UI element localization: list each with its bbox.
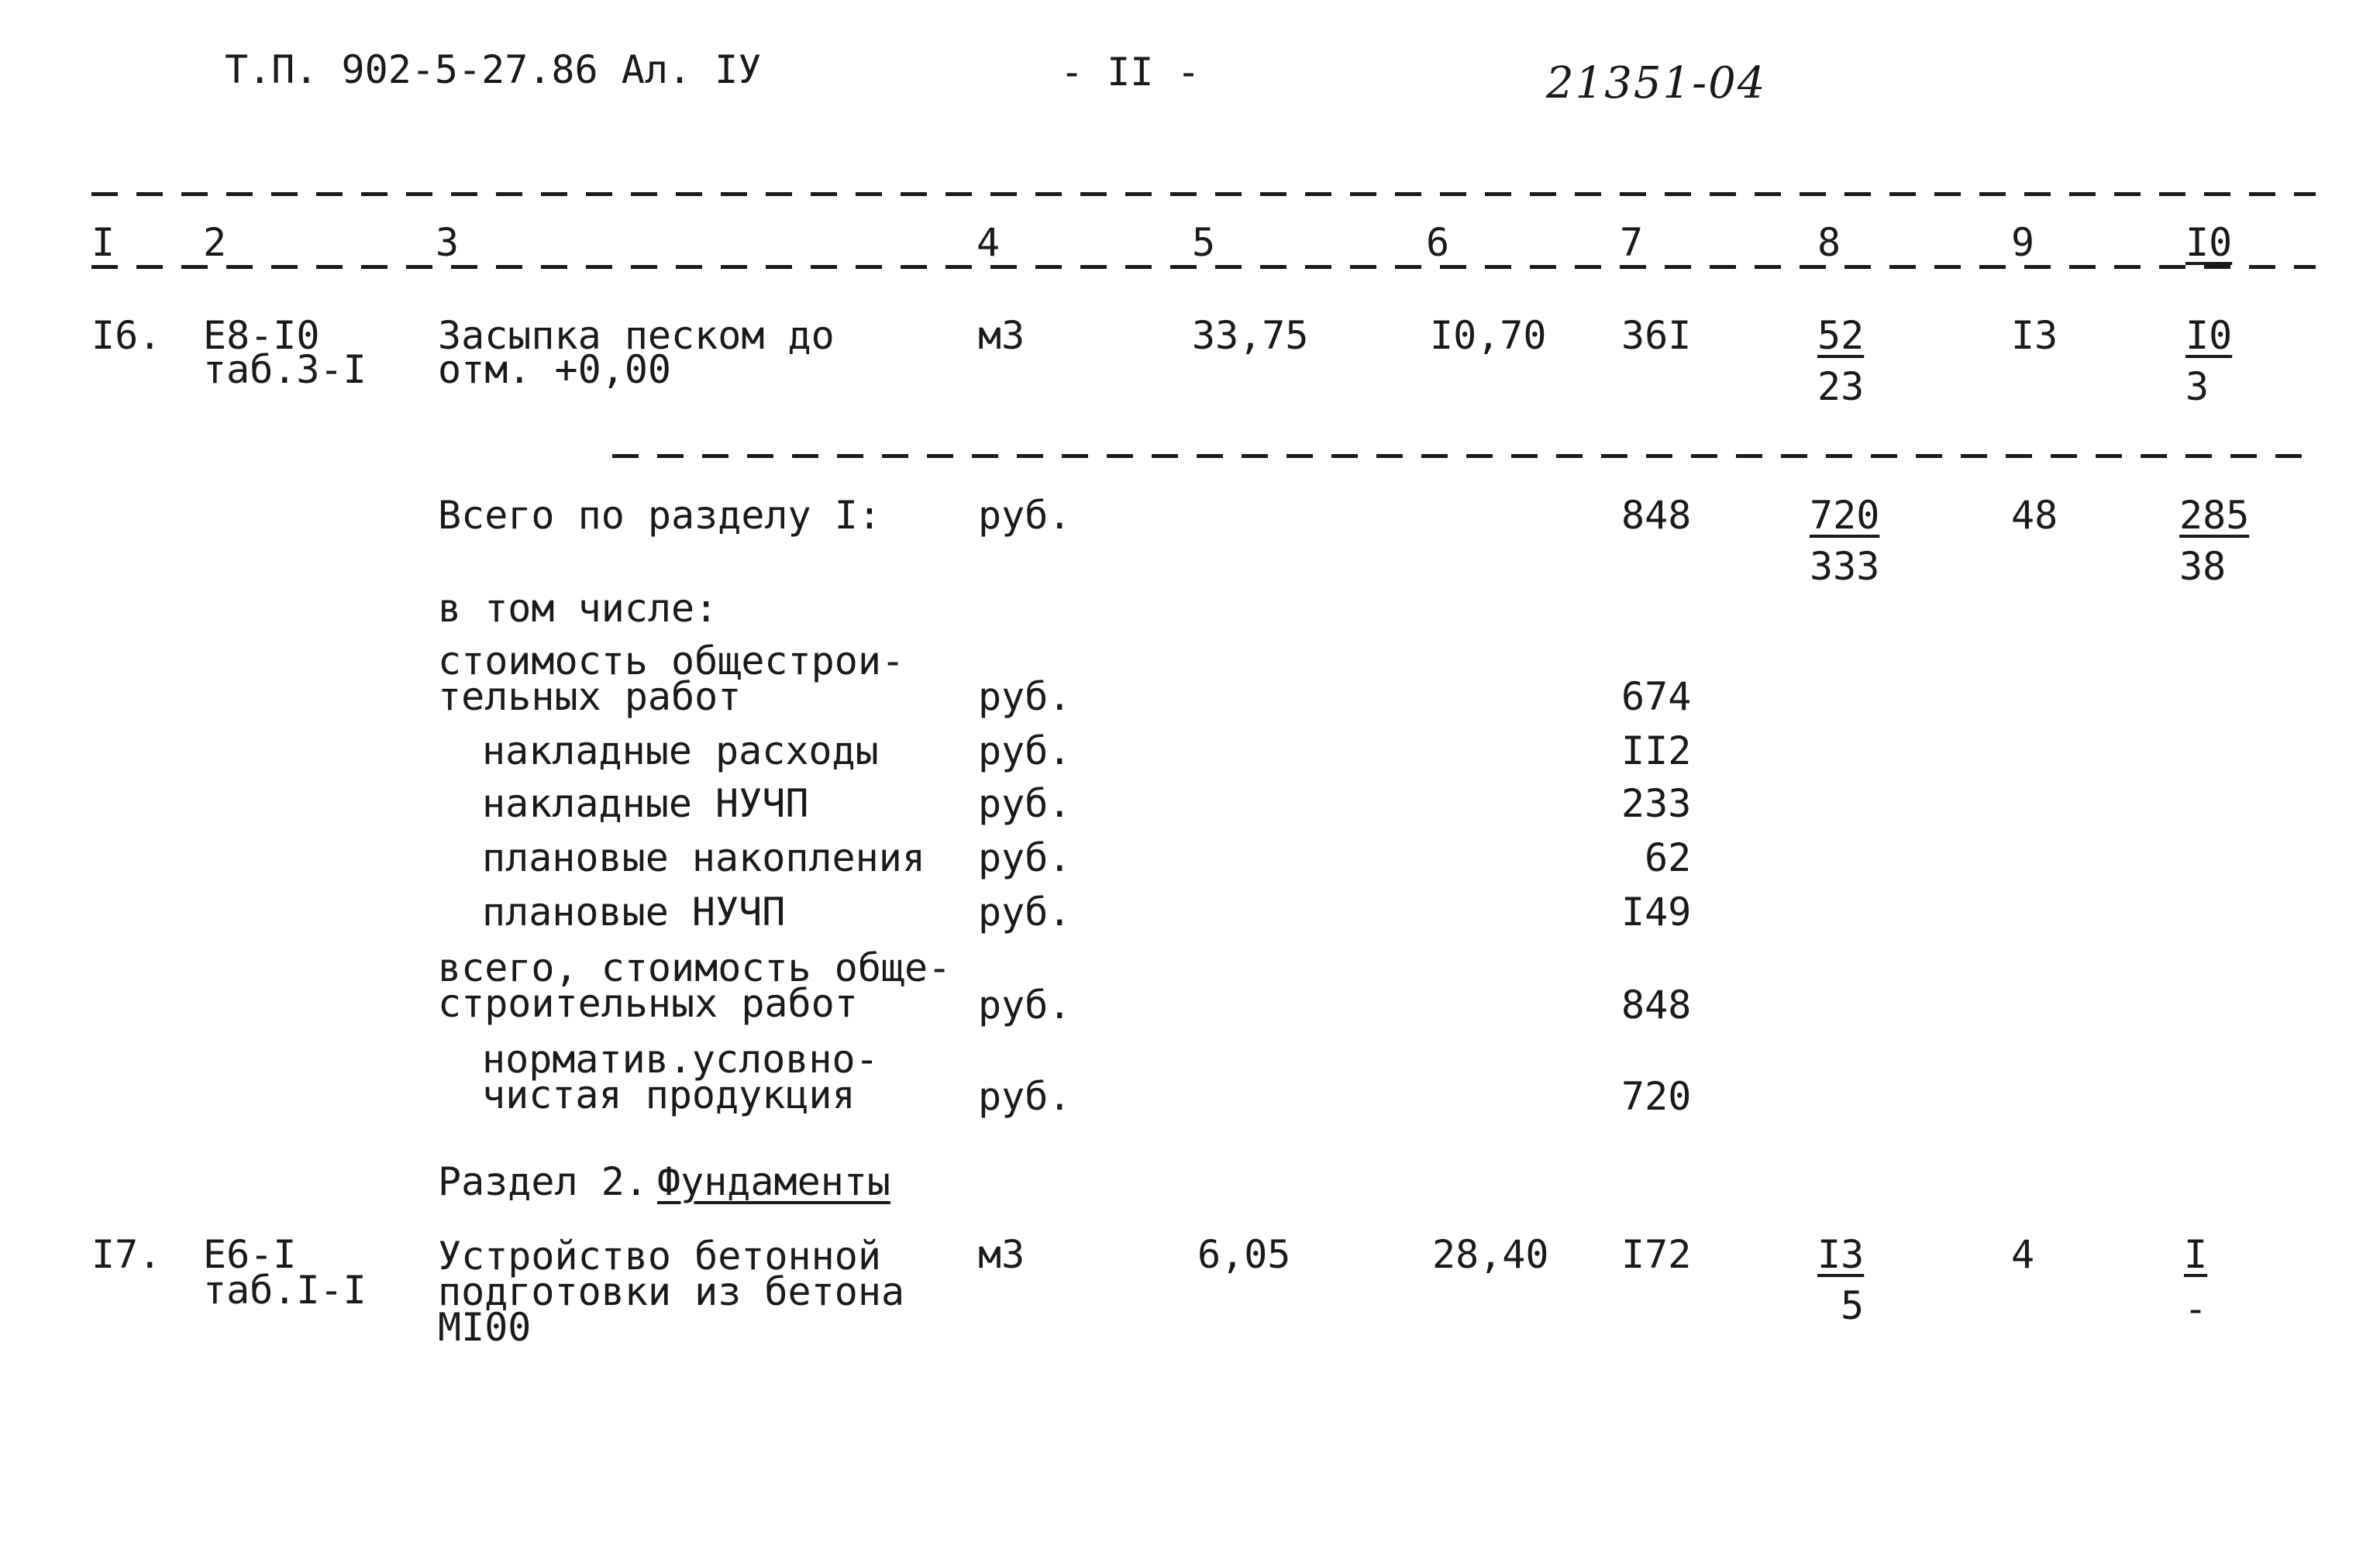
item-label: стоимость общестрои- <box>438 639 905 683</box>
column-header: 5 <box>1192 220 1216 265</box>
column-header: I <box>91 220 115 265</box>
section-title: Фундаменты <box>657 1159 891 1204</box>
page-number: - II - <box>1060 50 1200 95</box>
unit: руб. <box>978 674 1072 719</box>
section-total-label: Всего по разделу I: <box>438 493 881 538</box>
item-value: I49 <box>1621 890 1692 935</box>
col9: 48 <box>2011 493 2058 538</box>
including-label: в том числе: <box>438 586 718 631</box>
col9: 4 <box>2011 1232 2035 1277</box>
section-prefix: Раздел 2. <box>438 1159 648 1204</box>
col10-bottom: 38 <box>2179 544 2227 589</box>
col8-bottom: 23 <box>1817 364 1865 409</box>
column-header: 2 <box>203 220 227 265</box>
total-cost: 36I <box>1621 313 1692 358</box>
table-header-rule <box>91 265 2316 269</box>
unit: руб. <box>978 1074 1072 1119</box>
column-header: I0 <box>2185 220 2233 265</box>
rate-table: таб.I-I <box>203 1268 367 1313</box>
quantity: 33,75 <box>1192 313 1309 358</box>
rate-code: Е8-I0 <box>203 313 320 358</box>
total-cost: I72 <box>1621 1232 1692 1277</box>
subtotal-rule <box>612 454 2316 458</box>
quantity: 6,05 <box>1197 1232 1291 1277</box>
item-label: накладные НУЧП <box>482 781 809 826</box>
rate-code: Е6-I <box>203 1232 297 1277</box>
column-header: 3 <box>436 220 460 265</box>
unit-price: 28,40 <box>1432 1232 1549 1277</box>
unit: руб. <box>978 983 1072 1028</box>
work-name: МI00 <box>438 1305 532 1350</box>
col8-bottom: 333 <box>1810 544 1880 589</box>
unit: руб. <box>978 728 1072 773</box>
item-value: 848 <box>1621 983 1692 1028</box>
item-label: всего, стоимость обще- <box>438 945 952 990</box>
item-value: 62 <box>1645 835 1692 880</box>
unit: руб. <box>978 781 1072 826</box>
row-number: I7. <box>91 1232 162 1277</box>
col10-top: I0 <box>2185 313 2233 358</box>
item-value: II2 <box>1621 728 1692 773</box>
item-value: 233 <box>1621 781 1692 826</box>
column-header: 9 <box>2011 220 2035 265</box>
work-name: подготовки из бетона <box>438 1269 905 1314</box>
col9: I3 <box>2011 313 2058 358</box>
item-label: чистая продукция <box>482 1072 856 1117</box>
col8-bottom: 5 <box>1841 1283 1865 1328</box>
col8-top: 720 <box>1810 493 1880 538</box>
rate-table: таб.3-I <box>203 347 367 392</box>
work-name: Устройство бетонной <box>438 1234 881 1279</box>
total-cost: 848 <box>1621 493 1692 538</box>
item-label: плановые НУЧП <box>482 890 786 935</box>
unit: руб. <box>978 493 1072 538</box>
item-label: накладные расходы <box>482 728 879 773</box>
col10-bottom: 3 <box>2185 364 2210 409</box>
table-top-rule <box>91 192 2316 196</box>
col10-top: 285 <box>2179 493 2250 538</box>
work-name: Засыпка песком до <box>438 313 835 358</box>
item-label: норматив.условно- <box>482 1037 879 1082</box>
column-header: 6 <box>1426 220 1450 265</box>
item-label: плановые накопления <box>482 835 925 880</box>
document-code: Т.П. 902-5-27.86 Ал. IУ <box>225 47 762 92</box>
unit-price: I0,70 <box>1430 313 1547 358</box>
col8-top: I3 <box>1817 1232 1865 1277</box>
item-label: тельных работ <box>438 674 742 719</box>
column-header: 8 <box>1817 220 1841 265</box>
col10-bottom: - <box>2184 1286 2208 1331</box>
unit: руб. <box>978 835 1072 880</box>
unit: м3 <box>978 1232 1025 1277</box>
column-header: 4 <box>976 220 1001 265</box>
item-label: строительных работ <box>438 981 858 1026</box>
col10-top: I <box>2184 1232 2208 1277</box>
item-value: 720 <box>1621 1074 1692 1119</box>
work-name: отм. +0,00 <box>438 347 672 392</box>
unit: м3 <box>978 313 1025 358</box>
column-header: 7 <box>1620 220 1644 265</box>
col8-top: 52 <box>1817 313 1865 358</box>
item-value: 674 <box>1621 674 1692 719</box>
row-number: I6. <box>91 313 162 358</box>
unit: руб. <box>978 890 1072 935</box>
archive-number: 21351-04 <box>1546 58 1767 108</box>
